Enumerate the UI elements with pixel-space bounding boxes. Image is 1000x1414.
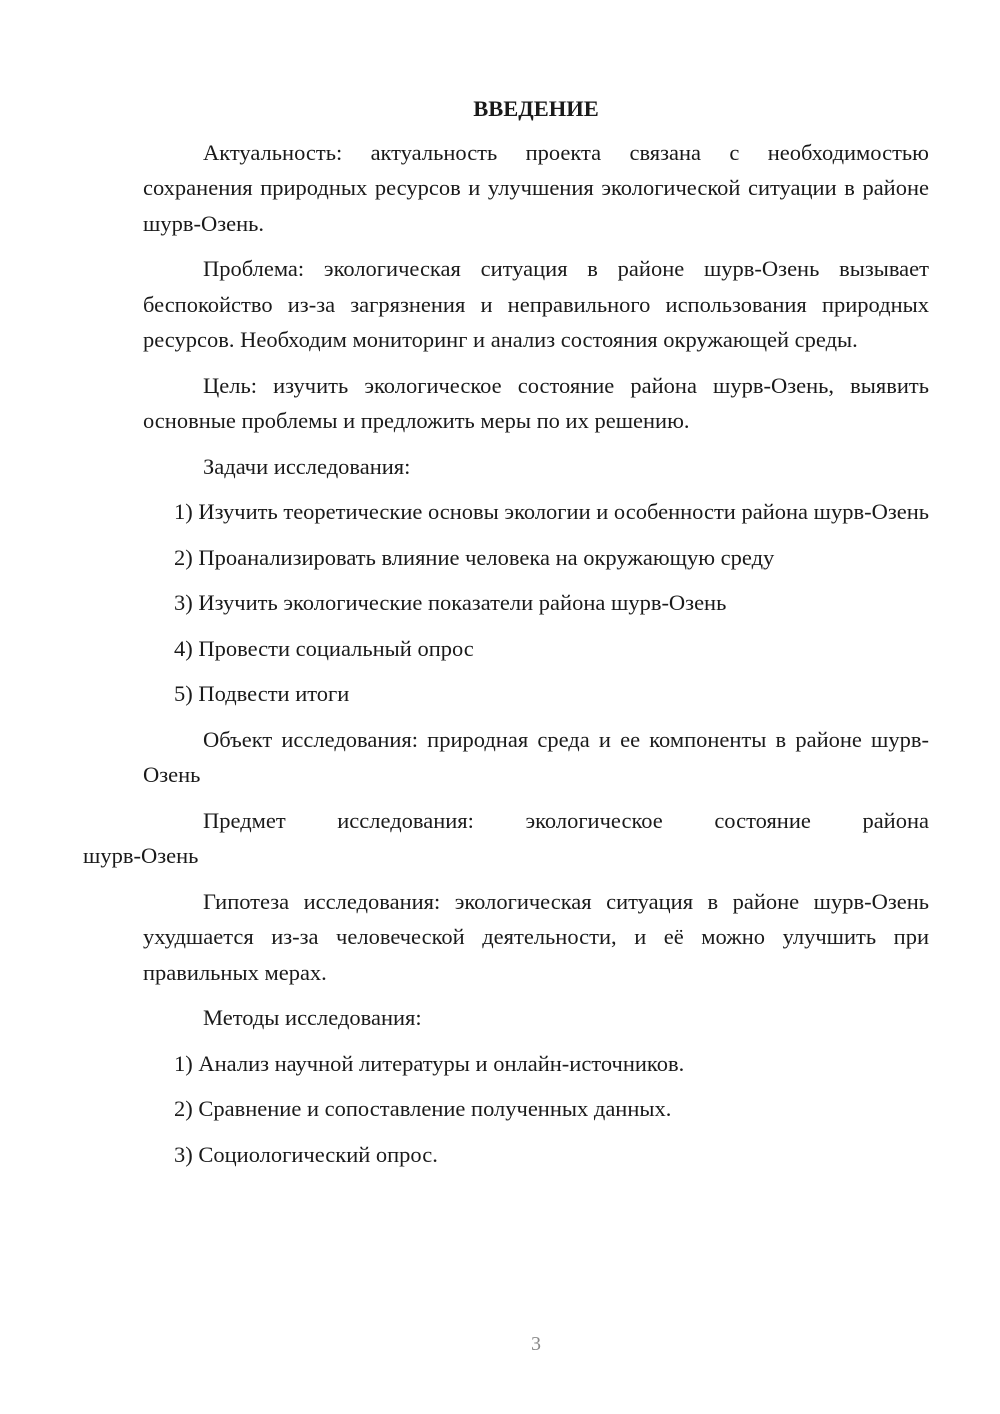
- tasks-heading: Задачи исследования:: [203, 453, 411, 479]
- goal-paragraph: Цель: изучить экологическое состояние района шурв-Озень, выявить основные проблемы и предложить меры по их решению.: [143, 372, 929, 433]
- task-item-4: 4) Провести социальный опрос: [174, 635, 474, 661]
- method-item-1: 1) Анализ научной литературы и онлайн-источников.: [174, 1050, 685, 1076]
- subject-paragraph: [83, 803, 929, 874]
- page-number: 3: [531, 1333, 541, 1355]
- task-item-1: 1) Изучить теоретические основы экологии и особенности района шурв-Озень: [174, 499, 930, 524]
- object-paragraph: Объект исследования: природная среда и ее компоненты в районе шурв-Озень: [143, 726, 929, 787]
- task-item-5: 5) Подвести итоги: [174, 681, 350, 706]
- relevance-paragraph: Актуальность: актуальность проекта связана с необходимостью сохранения природных ресурсов и улучшения экологической ситуации в районе шурв-Озень.: [143, 139, 929, 236]
- methods-heading: Методы исследования:: [203, 1005, 422, 1030]
- method-item-2: 2) Сравнение и сопоставление полученных данных.: [174, 1096, 672, 1121]
- problem-paragraph: Проблема: экологическая ситуация в районе шурв-Озень вызывает беспокойство из-за загрязнения и неправильного использования природных ресурсов. Необходим мониторинг и анализ состояния окружающей среды.: [143, 256, 929, 352]
- hypothesis-paragraph: Гипотеза исследования: экологическая ситуация в районе шурв-Озень ухудшается из-за человеческой деятельности, и её можно улучшить при правильных мерах.: [143, 888, 929, 985]
- page-content: [83, 91, 930, 1182]
- task-item-2: 2) Проанализировать влияние человека на окружающую среду: [174, 544, 775, 570]
- section-title: ВВЕДЕНИЕ: [473, 96, 599, 121]
- subject-line-2: шурв-Озень: [83, 843, 199, 868]
- subject-line-1: Предмет исследования: экологическое состояние района: [203, 807, 929, 833]
- method-item-3: 3) Социологический опрос.: [174, 1141, 438, 1167]
- task-item-3: 3) Изучить экологические показатели района шурв-Озень: [174, 590, 727, 615]
